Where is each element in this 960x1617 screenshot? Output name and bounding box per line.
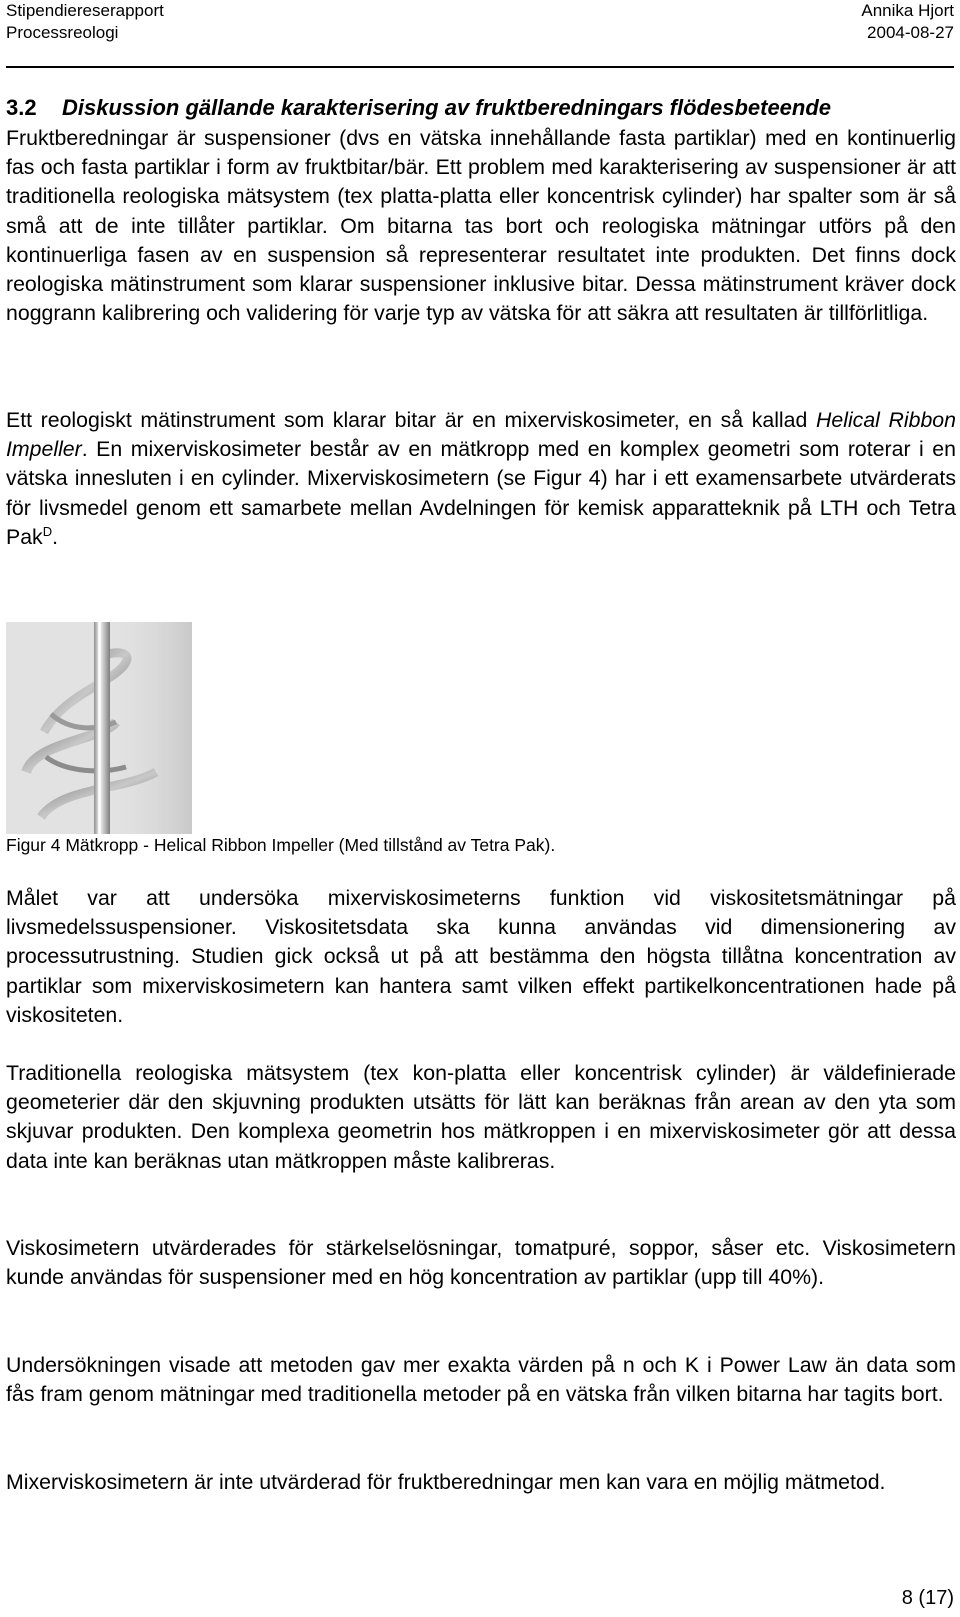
header-date: 2004-08-27 (867, 23, 954, 42)
para2-italic-term: Helical Ribbon Impeller (6, 408, 956, 462)
para2-text-end: . (52, 524, 59, 549)
paragraph-aim: Målet var att undersöka mixerviskosimeterns funktion vid viskositetsmätningar på livsmedelssuspensioner. Viskositetsdata ska kunna användas vid dimensionering av processutrustning. Studien gick också ut på att bestämma den högsta tillåtna koncentration av partiklar som mixerviskosimetern kan hantera samt vilken effekt partikelkoncentrationen hade på viskositeten. (6, 886, 956, 1027)
paragraph-conclusion: Mixerviskosimetern är inte utvärderad för fruktberedningar men kan vara en möjlig mätmetod. (6, 1470, 886, 1494)
header-author: Annika Hjort (861, 1, 954, 20)
figure-impeller-photo (6, 622, 192, 834)
paragraph-traditional-systems: Traditionella reologiska mätsystem (tex kon-platta eller koncentrisk cylinder) är väldefinierade geometerier där den skjuvning produkten utsätts för lätt kan beräknas från arean av den yta som skjuvar produkten. Den komplexa geometrin hos mätkroppen i en mixerviskosimeter gör att dessa data inte kan beräknas utan mätkroppen måste kalibreras. (6, 1061, 956, 1173)
header-rule (6, 66, 954, 68)
header-report-title: Stipendiereserapport (6, 1, 164, 20)
para2-text-main: . En mixerviskosimeter består av en mätkropp med en komplex geometri som roterar i en vätska innesluten i en cylinder. Mixerviskosimetern (se Figur 4) har i ett examensarbete utvärderats för livsmedel genom ett samarbete mellan Avdelningen för kemisk apparatteknik på LTH och Tetra Pak (6, 437, 956, 549)
page-number: 8 (17) (901, 1587, 954, 1609)
paragraph-results: Undersökningen visade att metoden gav mer exakta värden på n och K i Power Law än data som fås fram genom mätningar med traditionella metoder på en vätska från vilken bitarna har tagits bort. (6, 1353, 956, 1407)
header-subject: Processreologi (6, 23, 119, 42)
para2-footnote-marker: D (42, 523, 53, 539)
paragraph-mixerviskosimeter (6, 406, 956, 552)
paragraph-evaluation: Viskosimetern utvärderades för stärkelselösningar, tomatpuré, soppor, såser etc. Viskosimetern kunde användas för suspensioner med en hög koncentration av partiklar (upp till 40%). (6, 1236, 956, 1290)
section-heading (6, 94, 954, 122)
helical-impeller-illustration (6, 622, 192, 834)
section-number: 3.2 (6, 95, 37, 120)
figure-caption: Figur 4 Mätkropp - Helical Ribbon Impeller (Med tillstånd av Tetra Pak). (6, 835, 556, 855)
paragraph-intro: Fruktberedningar är suspensioner (dvs en vätska innehållande fasta partiklar) med en kontinuerlig fas och fasta partiklar i form av fruktbitar/bär. Ett problem med karakterisering av suspensioner är att traditionella reologiska mätsystem (tex platta-platta eller koncentrisk cylinder) har spalter som är så små att de inte tillåter partiklar. Om bitarna tas bort och reologiska mätningar utförs på den kontinuerliga fasen av en suspension så representerar resultatet inte produkten. Det finns dock reologiska mätinstrument som klarar suspensioner inklusive bitar. Dessa mätinstrument kräver dock noggrann kalibrering och validering för varje typ av vätska för att säkra att resultaten är tillförlitliga. (6, 126, 956, 326)
section-title: Diskussion gällande karakterisering av fruktberedningars flödesbeteende (62, 95, 832, 120)
para2-text-start: Ett reologiskt mätinstrument som klarar bitar är en mixerviskosimeter, en så kallad (6, 408, 808, 432)
